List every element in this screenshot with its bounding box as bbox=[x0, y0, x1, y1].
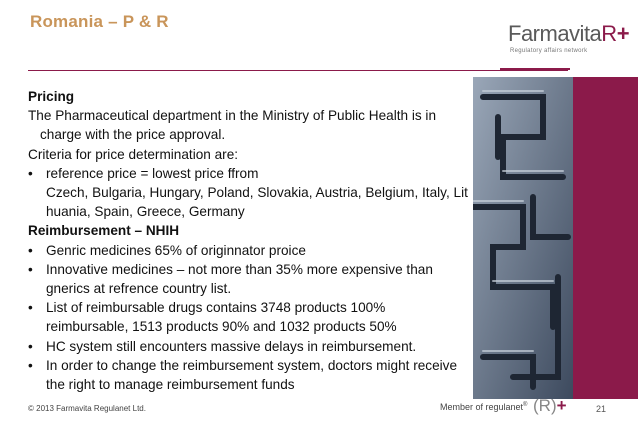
list-item bbox=[28, 298, 478, 336]
copyright: © 2013 Farmavita Regulanet Ltd. bbox=[28, 404, 146, 413]
reimbursement-heading: Reimbursement – NHIH bbox=[28, 223, 180, 239]
bullet-dot: • bbox=[28, 338, 33, 354]
reimbursement-bullets bbox=[28, 241, 478, 395]
registered-mark: ® bbox=[523, 402, 528, 408]
bullet-dot: • bbox=[28, 357, 33, 373]
header-accent-line bbox=[500, 68, 570, 70]
list-item bbox=[28, 356, 478, 394]
member-text bbox=[440, 402, 527, 412]
bullet-line: Innovative medicines – not more than 35% more expensive than bbox=[46, 261, 433, 277]
bullet-dot: • bbox=[28, 261, 33, 277]
logo-subtitle: Regulatory affairs network bbox=[510, 48, 588, 54]
regulanet-plus: + bbox=[556, 396, 567, 415]
pricing-intro: The Pharmaceutical department in the Ministry of Public Health is in bbox=[28, 108, 436, 124]
slide-body bbox=[28, 87, 478, 394]
criteria-line: Criteria for price determination are: bbox=[28, 146, 239, 162]
farmavita-logo bbox=[508, 22, 632, 58]
regulanet-r: R bbox=[538, 396, 551, 415]
bullet-line: Genric medicines 65% of originnator proice bbox=[46, 242, 306, 258]
pricing-heading: Pricing bbox=[28, 89, 75, 104]
bullet-line: HC system still encounters massive delays in reimbursement. bbox=[46, 338, 417, 354]
slide-title: Romania – P & R bbox=[30, 12, 169, 31]
bullet-line: huania, Spain, Greece, Germany bbox=[46, 204, 245, 220]
logo-r-mark: R bbox=[601, 21, 617, 46]
logo-word: Farmavita bbox=[508, 21, 602, 46]
page-number: 21 bbox=[596, 404, 607, 414]
bullet-line: reimbursable, 1513 products 90% and 1032 products 50% bbox=[46, 319, 397, 335]
bullet-dot: • bbox=[28, 165, 33, 181]
logo-plus-mark: + bbox=[616, 21, 630, 46]
accent-band bbox=[573, 77, 638, 399]
member-label: Member of regulanet bbox=[440, 402, 524, 412]
maze-image bbox=[473, 77, 573, 399]
bullet-line: List of reimbursable drugs contains 3748 products 100% bbox=[46, 300, 386, 316]
bullet-line: Czech, Bulgaria, Hungary, Poland, Slovakia, Austria, Belgium, Italy, Lit bbox=[46, 185, 468, 201]
bullet-line: reference price = lowest price ffrom bbox=[46, 165, 259, 181]
bullet-line: the right to manage reimbursement funds bbox=[46, 377, 295, 393]
bullet-line: In order to change the reimbursement system, doctors might receive bbox=[46, 357, 458, 373]
bullet-reference-price bbox=[28, 164, 478, 222]
bullet-dot: • bbox=[28, 242, 33, 258]
list-item bbox=[28, 260, 478, 298]
bullet-dot: • bbox=[28, 300, 33, 316]
pricing-intro-cont: charge with the price approval. bbox=[40, 127, 226, 143]
list-item bbox=[28, 241, 478, 260]
bullet-line: gnerics at refrence country list. bbox=[46, 281, 232, 297]
regulanet-logo: (R)+ bbox=[533, 396, 567, 415]
header-divider bbox=[28, 70, 568, 71]
list-item bbox=[28, 337, 478, 356]
